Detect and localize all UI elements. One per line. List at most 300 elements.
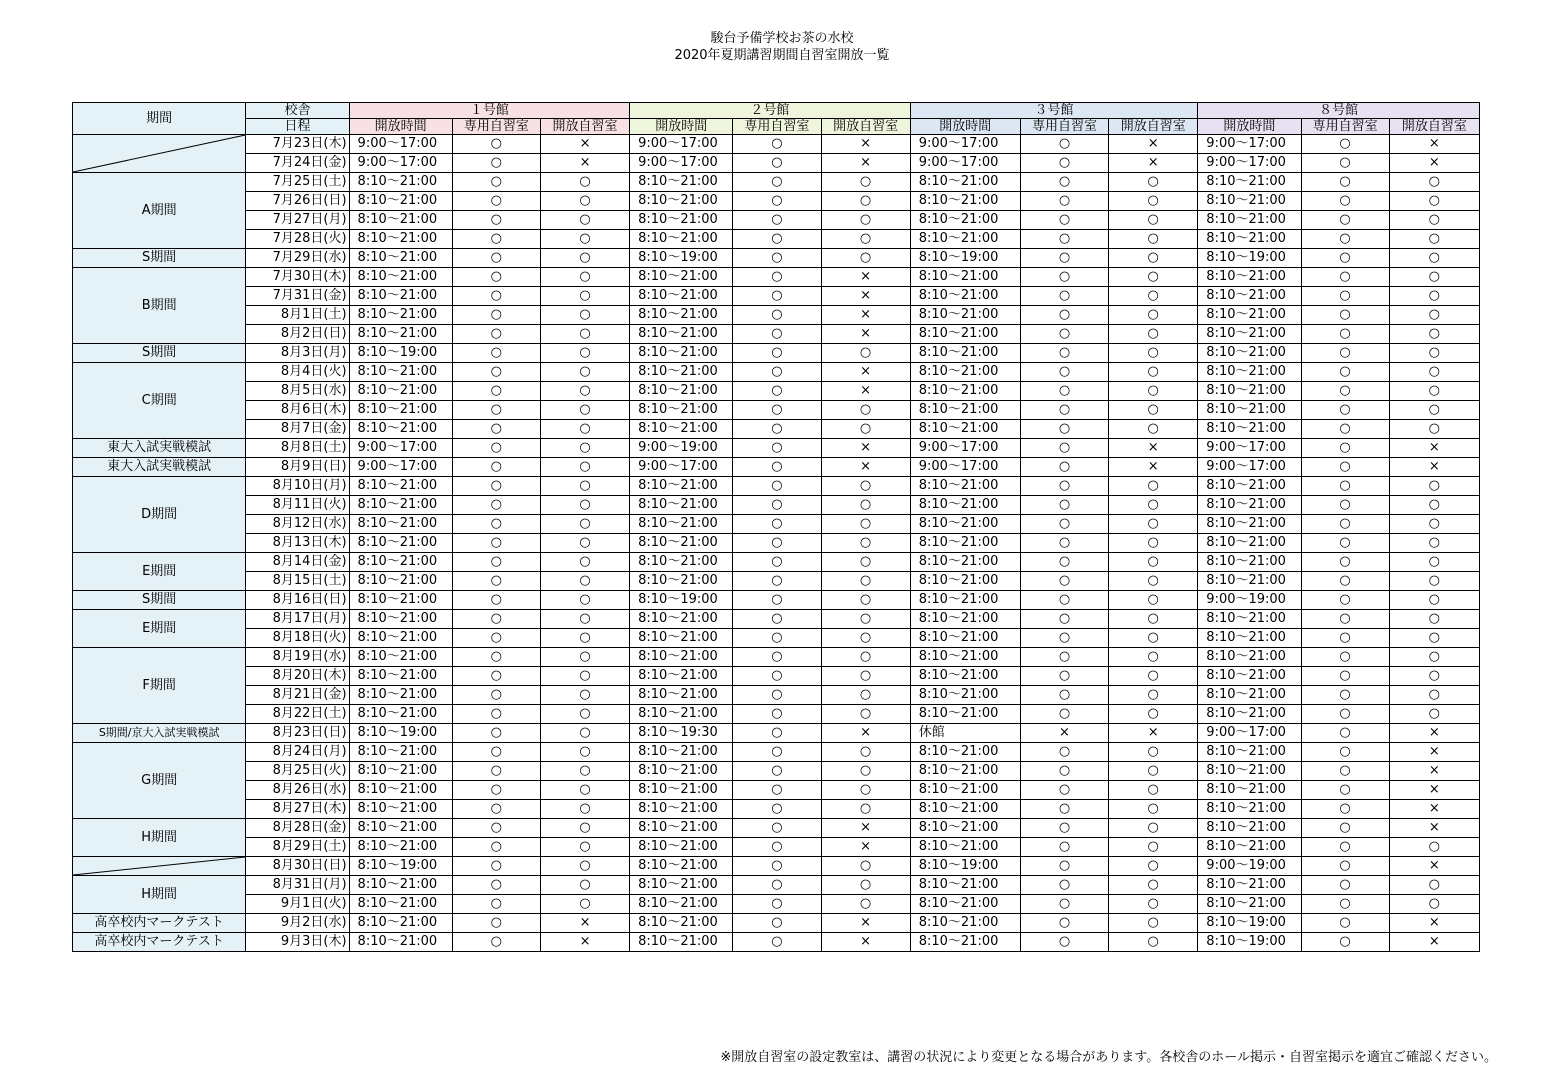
open-hours-cell: 8:10～21:00	[1198, 268, 1301, 287]
open-hours-cell: 8:10～21:00	[910, 781, 1020, 800]
date-cell: 8月22日(土)	[246, 705, 349, 724]
dedicated-room-cell: ○	[452, 819, 540, 838]
header-dedicated-room: 専用自習室	[1301, 119, 1389, 135]
period-cell: S期間/京大入試実戦模試	[73, 724, 246, 743]
table-row	[73, 895, 1480, 914]
table-row	[73, 553, 1480, 572]
dedicated-room-cell: ○	[1301, 857, 1389, 876]
open-hours-cell: 8:10～21:00	[349, 933, 452, 952]
open-room-cell: ○	[540, 192, 629, 211]
header-open-hours: 開放時間	[1198, 119, 1301, 135]
dedicated-room-cell: ○	[1301, 363, 1389, 382]
open-hours-cell: 8:10～21:00	[630, 496, 733, 515]
open-hours-cell: 休館	[910, 724, 1020, 743]
open-hours-cell: 8:10～21:00	[630, 914, 733, 933]
table-row	[73, 724, 1480, 743]
date-cell: 8月13日(木)	[246, 534, 349, 553]
dedicated-room-cell: ×	[1020, 724, 1108, 743]
open-hours-cell: 8:10～21:00	[630, 192, 733, 211]
open-hours-cell: 8:10～21:00	[630, 268, 733, 287]
dedicated-room-cell: ○	[733, 667, 821, 686]
table-title: 2020年夏期講習期間自習室開放一覧	[674, 48, 890, 63]
dedicated-room-cell: ○	[452, 230, 540, 249]
open-hours-cell: 8:10～21:00	[630, 933, 733, 952]
dedicated-room-cell: ○	[1020, 458, 1108, 477]
open-room-cell: ○	[540, 857, 629, 876]
open-hours-cell: 8:10～21:00	[349, 401, 452, 420]
dedicated-room-cell: ○	[452, 933, 540, 952]
table-row	[73, 249, 1480, 268]
date-cell: 7月31日(金)	[246, 287, 349, 306]
open-hours-cell: 8:10～19:00	[910, 857, 1020, 876]
dedicated-room-cell: ○	[733, 382, 821, 401]
open-hours-cell: 8:10～21:00	[630, 648, 733, 667]
open-room-cell: ○	[1109, 895, 1198, 914]
dedicated-room-cell: ○	[1020, 211, 1108, 230]
dedicated-room-cell: ○	[1301, 382, 1389, 401]
open-hours-cell: 8:10～21:00	[349, 211, 452, 230]
dedicated-room-cell: ○	[452, 591, 540, 610]
open-hours-cell: 8:10～21:00	[349, 800, 452, 819]
header-date: 日程	[246, 119, 349, 135]
dedicated-room-cell: ○	[452, 553, 540, 572]
open-hours-cell: 8:10～21:00	[349, 496, 452, 515]
open-room-cell: ○	[1109, 553, 1198, 572]
table-row	[73, 914, 1480, 933]
dedicated-room-cell: ○	[1301, 135, 1389, 154]
open-room-cell: ○	[1389, 344, 1479, 363]
dedicated-room-cell: ○	[1020, 173, 1108, 192]
open-room-cell: ○	[1109, 819, 1198, 838]
date-cell: 8月14日(金)	[246, 553, 349, 572]
dedicated-room-cell: ○	[1020, 781, 1108, 800]
open-room-cell: ×	[821, 838, 910, 857]
diagonal-line	[73, 135, 245, 172]
open-hours-cell: 8:10～21:00	[349, 515, 452, 534]
date-cell: 7月23日(木)	[246, 135, 349, 154]
dedicated-room-cell: ○	[1020, 553, 1108, 572]
schedule-table	[72, 102, 1480, 952]
open-room-cell: ○	[1109, 876, 1198, 895]
table-row	[73, 154, 1480, 173]
open-hours-cell: 9:00～17:00	[630, 135, 733, 154]
dedicated-room-cell: ○	[452, 724, 540, 743]
dedicated-room-cell: ○	[1301, 724, 1389, 743]
dedicated-room-cell: ○	[452, 173, 540, 192]
open-room-cell: ○	[1389, 420, 1479, 439]
open-room-cell: ○	[540, 230, 629, 249]
table-row	[73, 781, 1480, 800]
table-row	[73, 306, 1480, 325]
open-room-cell: ×	[1109, 724, 1198, 743]
open-room-cell: ○	[1109, 534, 1198, 553]
open-hours-cell: 8:10～21:00	[1198, 686, 1301, 705]
open-hours-cell: 8:10～21:00	[349, 743, 452, 762]
open-room-cell: ○	[1389, 230, 1479, 249]
open-hours-cell: 8:10～21:00	[1198, 629, 1301, 648]
date-cell: 8月30日(日)	[246, 857, 349, 876]
open-room-cell: ○	[1389, 686, 1479, 705]
open-room-cell: ○	[1109, 705, 1198, 724]
table-row	[73, 933, 1480, 952]
open-hours-cell: 8:10～19:00	[1198, 249, 1301, 268]
open-hours-cell: 8:10～21:00	[910, 363, 1020, 382]
open-hours-cell: 9:00～17:00	[1198, 154, 1301, 173]
open-hours-cell: 9:00～17:00	[1198, 724, 1301, 743]
table-row	[73, 819, 1480, 838]
date-cell: 8月17日(月)	[246, 610, 349, 629]
open-room-cell: ○	[1109, 515, 1198, 534]
open-room-cell: ×	[821, 724, 910, 743]
open-room-cell: ○	[540, 800, 629, 819]
dedicated-room-cell: ○	[733, 895, 821, 914]
open-room-cell: ×	[1389, 135, 1479, 154]
open-hours-cell: 8:10～21:00	[630, 363, 733, 382]
date-cell: 8月26日(水)	[246, 781, 349, 800]
period-cell: H期間	[73, 876, 246, 914]
open-room-cell: ○	[540, 762, 629, 781]
table-row	[73, 800, 1480, 819]
dedicated-room-cell: ○	[452, 743, 540, 762]
open-hours-cell: 9:00～17:00	[349, 135, 452, 154]
document-title	[0, 30, 1564, 64]
open-room-cell: ○	[821, 249, 910, 268]
dedicated-room-cell: ○	[452, 838, 540, 857]
date-cell: 7月26日(日)	[246, 192, 349, 211]
dedicated-room-cell: ○	[733, 781, 821, 800]
date-cell: 8月15日(土)	[246, 572, 349, 591]
open-hours-cell: 8:10～21:00	[1198, 610, 1301, 629]
open-room-cell: ○	[1109, 173, 1198, 192]
open-hours-cell: 8:10～21:00	[910, 173, 1020, 192]
dedicated-room-cell: ○	[452, 534, 540, 553]
open-hours-cell: 8:10～21:00	[349, 363, 452, 382]
open-room-cell: ○	[540, 819, 629, 838]
dedicated-room-cell: ○	[1020, 914, 1108, 933]
open-room-cell: ×	[821, 363, 910, 382]
open-hours-cell: 8:10～21:00	[910, 192, 1020, 211]
dedicated-room-cell: ○	[733, 268, 821, 287]
date-cell: 8月5日(水)	[246, 382, 349, 401]
open-room-cell: ×	[821, 325, 910, 344]
dedicated-room-cell: ○	[733, 553, 821, 572]
open-hours-cell: 9:00～19:00	[630, 439, 733, 458]
dedicated-room-cell: ○	[733, 838, 821, 857]
dedicated-room-cell: ○	[733, 154, 821, 173]
dedicated-room-cell: ○	[1301, 895, 1389, 914]
dedicated-room-cell: ○	[1020, 439, 1108, 458]
open-hours-cell: 8:10～21:00	[1198, 800, 1301, 819]
open-room-cell: ○	[540, 401, 629, 420]
date-cell: 8月8日(土)	[246, 439, 349, 458]
open-room-cell: ○	[1109, 230, 1198, 249]
dedicated-room-cell: ○	[1301, 610, 1389, 629]
dedicated-room-cell: ○	[1020, 686, 1108, 705]
date-cell: 8月21日(金)	[246, 686, 349, 705]
dedicated-room-cell: ○	[1301, 496, 1389, 515]
table-row	[73, 743, 1480, 762]
open-room-cell: ○	[540, 344, 629, 363]
footnote: ※開放自習室の設定教室は、講習の状況により変更となる場合があります。各校舎のホール掲示・自習室掲示を適宜ご確認ください。	[720, 1050, 1497, 1065]
open-hours-cell: 8:10～21:00	[630, 325, 733, 344]
dedicated-room-cell: ○	[1020, 800, 1108, 819]
table-row	[73, 458, 1480, 477]
dedicated-room-cell: ○	[1020, 610, 1108, 629]
date-cell: 8月11日(火)	[246, 496, 349, 515]
open-hours-cell: 8:10～21:00	[630, 572, 733, 591]
dedicated-room-cell: ○	[1020, 591, 1108, 610]
dedicated-room-cell: ○	[733, 363, 821, 382]
open-room-cell: ○	[540, 629, 629, 648]
open-room-cell: ○	[540, 667, 629, 686]
dedicated-room-cell: ○	[1020, 648, 1108, 667]
open-room-cell: ○	[540, 173, 629, 192]
open-room-cell: ×	[1389, 857, 1479, 876]
open-hours-cell: 8:10～21:00	[349, 610, 452, 629]
open-room-cell: ○	[1109, 591, 1198, 610]
dedicated-room-cell: ○	[1020, 515, 1108, 534]
table-row	[73, 534, 1480, 553]
dedicated-room-cell: ○	[452, 420, 540, 439]
open-hours-cell: 8:10～21:00	[630, 344, 733, 363]
open-room-cell: ○	[1389, 192, 1479, 211]
open-room-cell: ○	[1389, 496, 1479, 515]
table-row	[73, 876, 1480, 895]
open-hours-cell: 8:10～21:00	[1198, 325, 1301, 344]
open-hours-cell: 8:10～21:00	[349, 686, 452, 705]
open-room-cell: ○	[1109, 211, 1198, 230]
table-row	[73, 135, 1480, 154]
open-room-cell: ×	[1109, 135, 1198, 154]
dedicated-room-cell: ○	[1020, 572, 1108, 591]
table-row	[73, 629, 1480, 648]
open-room-cell: ○	[1109, 363, 1198, 382]
dedicated-room-cell: ○	[452, 800, 540, 819]
dedicated-room-cell: ○	[1020, 705, 1108, 724]
open-hours-cell: 9:00～17:00	[630, 154, 733, 173]
period-cell: 高卒校内マークテスト	[73, 914, 246, 933]
table-row	[73, 667, 1480, 686]
open-room-cell: ○	[1109, 933, 1198, 952]
dedicated-room-cell: ○	[1020, 382, 1108, 401]
date-cell: 8月24日(月)	[246, 743, 349, 762]
open-room-cell: ○	[540, 553, 629, 572]
open-hours-cell: 8:10～21:00	[630, 686, 733, 705]
dedicated-room-cell: ○	[452, 629, 540, 648]
open-room-cell: ○	[540, 382, 629, 401]
open-hours-cell: 9:00～17:00	[349, 154, 452, 173]
open-hours-cell: 8:10～21:00	[1198, 534, 1301, 553]
dedicated-room-cell: ○	[1301, 876, 1389, 895]
header-open-room: 開放自習室	[540, 119, 629, 135]
open-hours-cell: 8:10～21:00	[910, 838, 1020, 857]
open-hours-cell: 8:10～21:00	[630, 610, 733, 629]
dedicated-room-cell: ○	[733, 572, 821, 591]
open-hours-cell: 8:10～21:00	[349, 325, 452, 344]
open-room-cell: ×	[821, 135, 910, 154]
open-room-cell: ○	[1389, 667, 1479, 686]
open-room-cell: ○	[540, 325, 629, 344]
open-room-cell: ○	[1389, 895, 1479, 914]
open-hours-cell: 8:10～21:00	[630, 553, 733, 572]
open-room-cell: ○	[1109, 477, 1198, 496]
open-room-cell: ×	[1389, 781, 1479, 800]
open-room-cell: ○	[821, 629, 910, 648]
open-room-cell: ○	[1109, 344, 1198, 363]
open-hours-cell: 9:00～17:00	[910, 439, 1020, 458]
open-room-cell: ○	[821, 192, 910, 211]
open-room-cell: ○	[821, 800, 910, 819]
open-hours-cell: 8:10～21:00	[1198, 211, 1301, 230]
dedicated-room-cell: ○	[452, 382, 540, 401]
open-room-cell: ×	[821, 306, 910, 325]
open-room-cell: ○	[540, 838, 629, 857]
open-hours-cell: 8:10～21:00	[910, 477, 1020, 496]
header-row-subcols	[73, 119, 1480, 135]
open-room-cell: ○	[540, 287, 629, 306]
table-row	[73, 762, 1480, 781]
dedicated-room-cell: ○	[1301, 325, 1389, 344]
open-room-cell: ○	[1389, 876, 1479, 895]
dedicated-room-cell: ○	[452, 211, 540, 230]
period-cell: S期間	[73, 344, 246, 363]
open-hours-cell: 8:10～21:00	[910, 591, 1020, 610]
open-room-cell: ○	[1109, 268, 1198, 287]
open-hours-cell: 8:10～21:00	[630, 515, 733, 534]
open-room-cell: ○	[540, 724, 629, 743]
open-hours-cell: 8:10～21:00	[630, 876, 733, 895]
dedicated-room-cell: ○	[1020, 230, 1108, 249]
dedicated-room-cell: ○	[1301, 439, 1389, 458]
dedicated-room-cell: ○	[733, 249, 821, 268]
date-cell: 9月3日(木)	[246, 933, 349, 952]
date-cell: 8月29日(土)	[246, 838, 349, 857]
open-hours-cell: 8:10～21:00	[910, 667, 1020, 686]
open-room-cell: ○	[821, 515, 910, 534]
header-dedicated-room: 専用自習室	[733, 119, 821, 135]
date-cell: 8月10日(月)	[246, 477, 349, 496]
open-hours-cell: 8:10～21:00	[1198, 496, 1301, 515]
table-row	[73, 211, 1480, 230]
open-hours-cell: 9:00～19:00	[1198, 591, 1301, 610]
open-room-cell: ○	[1389, 363, 1479, 382]
dedicated-room-cell: ○	[1020, 192, 1108, 211]
dedicated-room-cell: ○	[452, 192, 540, 211]
dedicated-room-cell: ○	[1301, 667, 1389, 686]
open-hours-cell: 8:10～21:00	[349, 591, 452, 610]
open-hours-cell: 8:10～21:00	[349, 382, 452, 401]
dedicated-room-cell: ○	[733, 876, 821, 895]
open-room-cell: ○	[540, 477, 629, 496]
open-hours-cell: 8:10～21:00	[630, 420, 733, 439]
date-cell: 8月2日(日)	[246, 325, 349, 344]
open-hours-cell: 8:10～21:00	[1198, 838, 1301, 857]
open-room-cell: ○	[1389, 534, 1479, 553]
open-room-cell: ○	[1109, 762, 1198, 781]
dedicated-room-cell: ○	[1020, 496, 1108, 515]
dedicated-room-cell: ○	[1020, 819, 1108, 838]
date-cell: 8月31日(月)	[246, 876, 349, 895]
dedicated-room-cell: ○	[452, 610, 540, 629]
dedicated-room-cell: ○	[1301, 230, 1389, 249]
open-room-cell: ○	[1109, 838, 1198, 857]
dedicated-room-cell: ○	[1301, 743, 1389, 762]
open-room-cell: ×	[1389, 743, 1479, 762]
open-room-cell: ○	[1109, 914, 1198, 933]
table-row	[73, 173, 1480, 192]
open-hours-cell: 8:10～21:00	[1198, 705, 1301, 724]
open-hours-cell: 8:10～21:00	[1198, 382, 1301, 401]
open-room-cell: ○	[1389, 325, 1479, 344]
schedule-body	[73, 135, 1480, 952]
open-hours-cell: 8:10～21:00	[349, 762, 452, 781]
dedicated-room-cell: ○	[733, 135, 821, 154]
open-hours-cell: 9:00～17:00	[349, 458, 452, 477]
date-cell: 8月28日(金)	[246, 819, 349, 838]
dedicated-room-cell: ○	[1301, 838, 1389, 857]
open-room-cell: ○	[1389, 515, 1479, 534]
open-room-cell: ○	[540, 686, 629, 705]
open-room-cell: ○	[1109, 686, 1198, 705]
dedicated-room-cell: ○	[733, 686, 821, 705]
dedicated-room-cell: ○	[1301, 173, 1389, 192]
dedicated-room-cell: ○	[452, 686, 540, 705]
open-room-cell: ○	[821, 477, 910, 496]
open-room-cell: ○	[540, 439, 629, 458]
open-hours-cell: 8:10～21:00	[910, 287, 1020, 306]
open-hours-cell: 8:10～21:00	[630, 173, 733, 192]
open-hours-cell: 8:10～21:00	[349, 895, 452, 914]
dedicated-room-cell: ○	[733, 496, 821, 515]
date-cell: 8月6日(木)	[246, 401, 349, 420]
dedicated-room-cell: ○	[1020, 344, 1108, 363]
open-room-cell: ○	[540, 648, 629, 667]
open-room-cell: ○	[1109, 420, 1198, 439]
open-hours-cell: 8:10～21:00	[1198, 192, 1301, 211]
open-room-cell: ○	[1109, 857, 1198, 876]
dedicated-room-cell: ○	[452, 914, 540, 933]
open-hours-cell: 8:10～21:00	[1198, 648, 1301, 667]
dedicated-room-cell: ○	[1301, 686, 1389, 705]
dedicated-room-cell: ○	[1301, 629, 1389, 648]
open-room-cell: ×	[1389, 819, 1479, 838]
table-row	[73, 230, 1480, 249]
table-row	[73, 439, 1480, 458]
date-cell: 8月16日(日)	[246, 591, 349, 610]
open-hours-cell: 8:10～21:00	[349, 838, 452, 857]
date-cell: 7月24日(金)	[246, 154, 349, 173]
dedicated-room-cell: ○	[733, 724, 821, 743]
open-room-cell: ○	[821, 743, 910, 762]
open-hours-cell: 8:10～21:00	[630, 743, 733, 762]
open-room-cell: ×	[1389, 933, 1479, 952]
open-room-cell: ○	[540, 363, 629, 382]
open-room-cell: ○	[821, 667, 910, 686]
dedicated-room-cell: ○	[1020, 287, 1108, 306]
open-room-cell: ○	[1109, 743, 1198, 762]
open-room-cell: ○	[1109, 800, 1198, 819]
dedicated-room-cell: ○	[1301, 268, 1389, 287]
open-hours-cell: 8:10～21:00	[910, 933, 1020, 952]
table-row	[73, 857, 1480, 876]
period-cell: E期間	[73, 553, 246, 591]
table-row	[73, 496, 1480, 515]
open-hours-cell: 8:10～21:00	[349, 287, 452, 306]
table-row	[73, 705, 1480, 724]
open-room-cell: ○	[1389, 287, 1479, 306]
open-room-cell: ○	[1389, 591, 1479, 610]
open-room-cell: ○	[540, 610, 629, 629]
